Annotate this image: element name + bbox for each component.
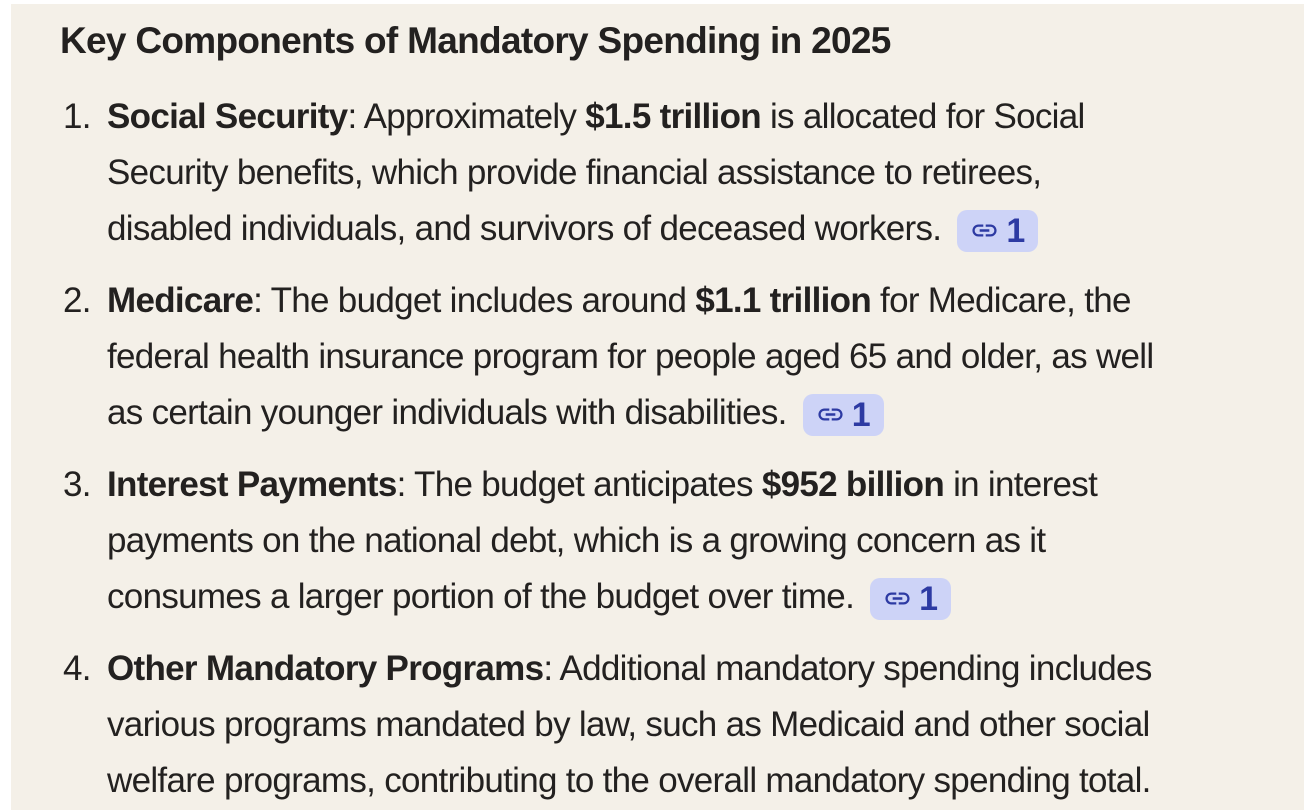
list-item-number: 3. bbox=[63, 465, 91, 504]
citation-count: 1 bbox=[1006, 211, 1026, 250]
text-run: welfare programs, contributing to the overall mandatory spending total. bbox=[107, 761, 1151, 800]
list-item bbox=[60, 273, 1304, 441]
list-item bbox=[60, 641, 1304, 809]
bold-text-run: Medicare bbox=[107, 281, 254, 320]
text-line bbox=[107, 273, 1304, 329]
citation-badge[interactable] bbox=[870, 578, 951, 620]
citation-count: 1 bbox=[851, 395, 871, 434]
citation-badge[interactable] bbox=[957, 210, 1038, 252]
text-run: : Approximately bbox=[347, 97, 586, 136]
citation-badge[interactable] bbox=[803, 394, 884, 436]
link-icon bbox=[970, 216, 999, 245]
bold-text-run: Other Mandatory Programs bbox=[107, 649, 544, 688]
bold-text-run: $1.5 trillion bbox=[585, 97, 761, 136]
text-run: disabled individuals, and survivors of deceased workers. bbox=[107, 209, 942, 248]
text-line bbox=[107, 385, 1304, 441]
text-run: Security benefits, which provide financial assistance to retirees, bbox=[107, 153, 1042, 192]
text-run: : The budget anticipates bbox=[396, 465, 762, 504]
text-line bbox=[107, 201, 1304, 257]
text-run: : The budget includes around bbox=[253, 281, 696, 320]
section-heading: Key Components of Mandatory Spending in 2025 bbox=[60, 20, 891, 61]
text-line bbox=[107, 89, 1304, 145]
bold-text-run: Interest Payments bbox=[107, 465, 397, 504]
text-run: federal health insurance program for people aged 65 and older, as well bbox=[107, 337, 1154, 376]
citation-count: 1 bbox=[919, 579, 939, 618]
text-line bbox=[107, 753, 1304, 809]
list-item bbox=[60, 457, 1304, 625]
text-line bbox=[107, 457, 1304, 513]
text-run: is allocated for Social bbox=[760, 97, 1085, 136]
bold-text-run: $1.1 trillion bbox=[695, 281, 872, 320]
text-line bbox=[107, 697, 1304, 753]
bold-text-run: $952 billion bbox=[761, 465, 945, 504]
text-run: for Medicare, the bbox=[871, 281, 1131, 320]
text-run: payments on the national debt, which is a growing concern as it bbox=[107, 521, 1046, 560]
link-icon bbox=[816, 400, 845, 429]
text-run: : Additional mandatory spending includes bbox=[543, 649, 1152, 688]
bold-text-run: Social Security bbox=[107, 97, 348, 136]
list-item-number: 4. bbox=[63, 649, 91, 688]
text-run: in interest bbox=[944, 465, 1098, 504]
text-run: various programs mandated by law, such as Medicaid and other social bbox=[107, 705, 1150, 744]
text-run: as certain younger individuals with disabilities. bbox=[107, 393, 787, 432]
link-icon bbox=[883, 584, 912, 613]
content-panel bbox=[11, 4, 1304, 810]
text-line bbox=[107, 513, 1304, 569]
ordered-list bbox=[60, 89, 1304, 809]
text-line bbox=[107, 641, 1304, 697]
list-item-number: 2. bbox=[63, 281, 91, 320]
list-item bbox=[60, 89, 1304, 257]
text-line bbox=[107, 145, 1304, 201]
text-line bbox=[107, 569, 1304, 625]
text-line bbox=[107, 329, 1304, 385]
text-run: consumes a larger portion of the budget over time. bbox=[107, 577, 855, 616]
list-item-number: 1. bbox=[63, 97, 91, 136]
